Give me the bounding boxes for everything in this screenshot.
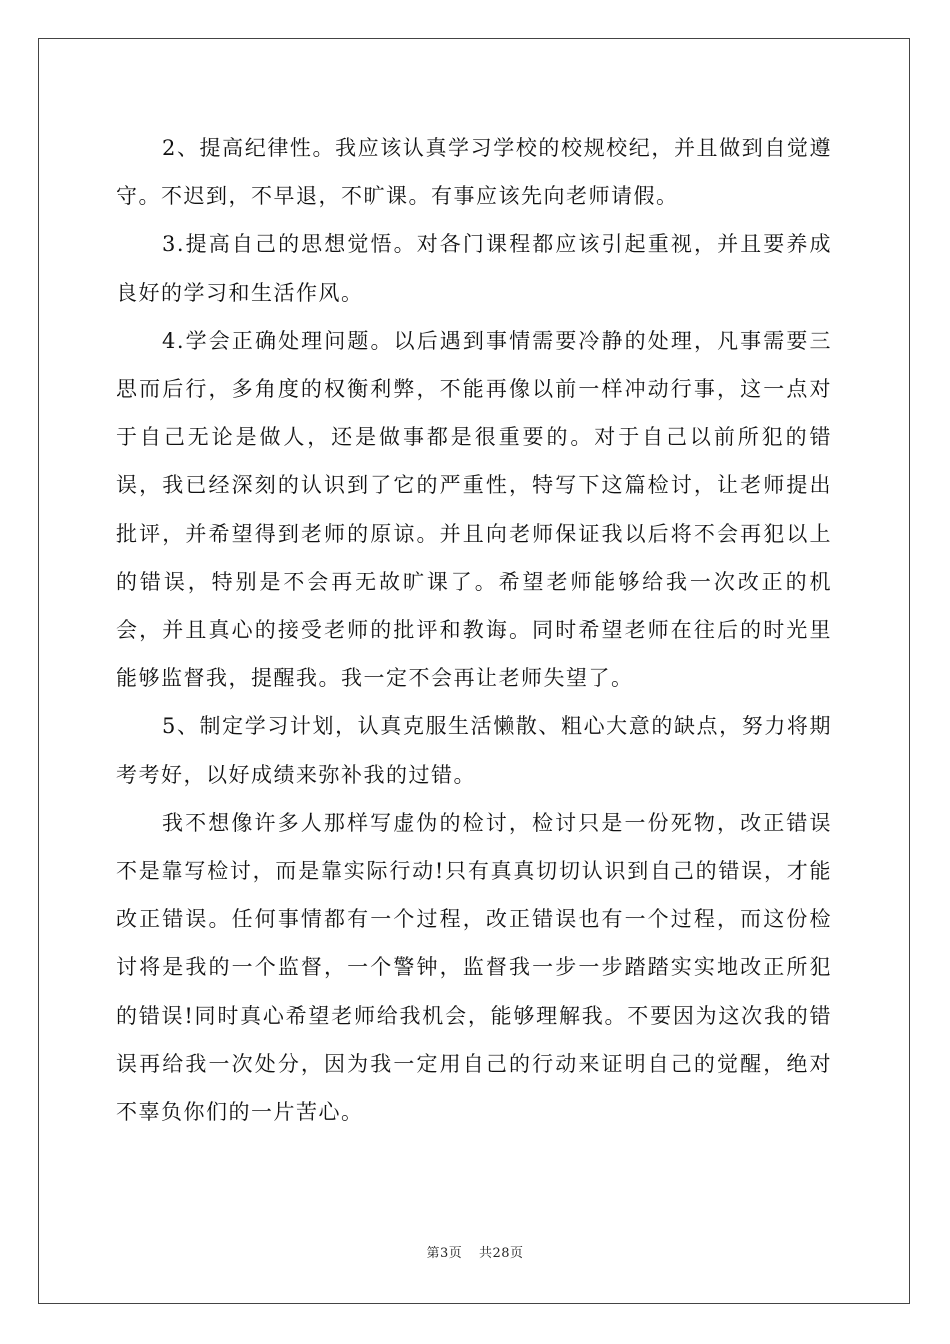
document-body	[116, 124, 832, 1136]
page-number: 第3页	[426, 1246, 463, 1261]
paragraph-awareness: 3.提高自己的思想觉悟。对各门课程都应该引起重视，并且要养成良好的学习和生活作风。	[116, 232, 832, 305]
paragraph-study-plan: 5、制定学习计划，认真克服生活懒散、粗心大意的缺点，努力将期考考好，以好成绩来弥补我的过错。	[116, 714, 832, 787]
page-total: 共28页	[478, 1246, 524, 1261]
paragraph-conclusion: 我不想像许多人那样写虚伪的检讨，检讨只是一份死物，改正错误不是靠写检讨，而是靠实际行动!只有真真切切认识到自己的错误，才能改正错误。任何事情都有一个过程，改正错误也有一个过程，而这份检讨将是我的一个监督，一个警钟，监督我一步一步踏踏实实地改正所犯的错误!同时真心希望老师给我机会，能够理解我。不要因为这次我的错误再给我一次处分，因为我一定用自己的行动来证明自己的觉醒，绝对不辜负你们的一片苦心。	[116, 810, 832, 1125]
paragraph-discipline: 2、提高纪律性。我应该认真学习学校的校规校纪，并且做到自觉遵守。不迟到，不早退，不旷课。有事应该先向老师请假。	[116, 136, 832, 209]
paragraph-handling-problems: 4.学会正确处理问题。以后遇到事情需要冷静的处理，凡事需要三思而后行，多角度的权衡利弊，不能再像以前一样冲动行事，这一点对于自己无论是做人，还是做事都是很重要的。对于自己以前所犯的错误，我已经深刻的认识到了它的严重性，特写下这篇检讨，让老师提出批评，并希望得到老师的原谅。并且向老师保证我以后将不会再犯以上的错误，特别是不会再无故旷课了。希望老师能够给我一次改正的机会，并且真心的接受老师的批评和教诲。同时希望老师在往后的时光里能够监督我，提醒我。我一定不会再让老师失望了。	[116, 328, 832, 691]
page-footer	[0, 1242, 950, 1261]
